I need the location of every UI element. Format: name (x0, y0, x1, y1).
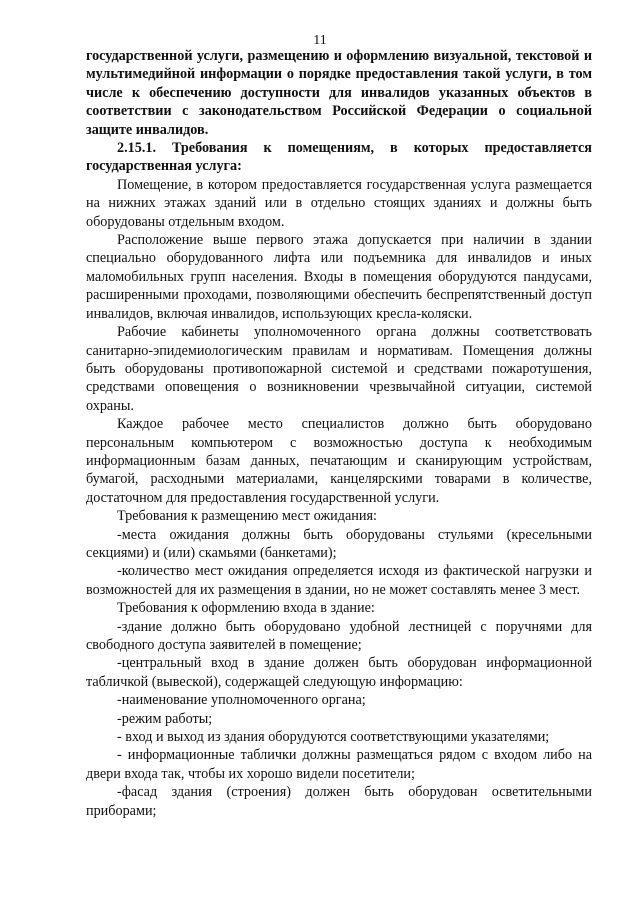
list-item: -фасад здания (строения) должен быть оборудован осветительными приборами; (86, 784, 592, 819)
list-item: -режим работы; (117, 710, 213, 727)
list-item: - вход и выход из здания оборудуются соответствующими указателями; (117, 729, 550, 746)
list-item: -количество мест ожидания определяется исходя из фактической нагрузки и возможностей для их размещения в здании, но не может составлять менее 3 мест. (86, 563, 592, 598)
paragraph: Расположение выше первого этажа допускается при наличии в здании специально оборудованного лифта или подъемника для инвалидов и иных маломобильных групп населения. Входы в помещения оборудуются пандусами, расширенными проходами, позволяющими обеспечить беспрепятственный доступ инвалидов, включая инвалидов, использующих кресла-коляски. (86, 232, 592, 322)
paragraph: Требования к оформлению входа в здание: (117, 600, 375, 617)
paragraph: Каждое рабочее место специалистов должно быть оборудовано персональным компьютером с возможностью доступа к необходимым информационным базам данных, печатающим и сканирующим устройствам, бумагой, расходными материалами, канцелярскими товарами в количестве, достаточном для предоставления государственной услуги. (86, 416, 592, 506)
section-heading-2-15-1: 2.15.1. Требования к помещениям, в которых предоставляется государственная услуга: (86, 140, 592, 175)
page-number: 11 (313, 33, 327, 48)
paragraph: Помещение, в котором предоставляется государственная услуга размещается на нижних этажах зданий или в отдельно стоящих зданиях и должны быть оборудованы отдельным входом. (86, 176, 592, 230)
list-item: -наименование уполномоченного органа; (117, 692, 366, 709)
paragraph: Требования к размещению мест ожидания: (117, 508, 377, 525)
section-heading-continuation: государственной услуги, размещению и оформлению визуальной, текстовой и мультимедийной информации о порядке предоставления такой услуги, в том числе к обеспечению доступности для инвалидов указанных объектов в соответствии с законодательством Российской Федерации о социальной защите инвалидов. (86, 48, 592, 138)
document-body (86, 47, 592, 820)
list-item: -места ожидания должны быть оборудованы стульями (кресельными секциями) и (или) скамьями (банкетами); (86, 526, 592, 561)
list-item: - информационные таблички должны размещаться рядом с входом либо на двери входа так, чтобы их хорошо видели посетители; (86, 747, 592, 782)
paragraph: Рабочие кабинеты уполномоченного органа должны соответствовать санитарно-эпидемиологическим правилам и нормативам. Помещения должны быть оборудованы противопожарной системой и средствами пожаротушения, средствами оповещения о возникновении чрезвычайной ситуации, системой охраны. (86, 324, 592, 414)
list-item: -здание должно быть оборудовано удобной лестницей с поручнями для свободного доступа заявителей в помещение; (86, 618, 592, 653)
list-item: -центральный вход в здание должен быть оборудован информационной табличкой (вывеской), содержащей следующую информацию: (86, 655, 592, 690)
